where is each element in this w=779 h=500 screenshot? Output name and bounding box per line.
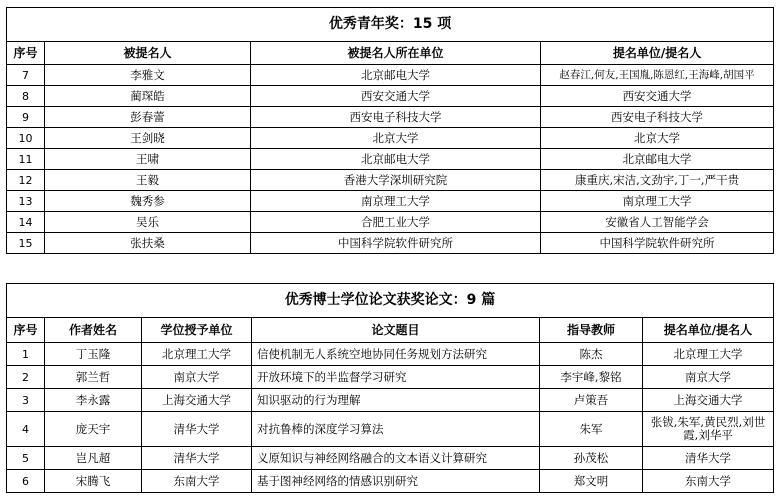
col-header-thesis-title: 论文题目	[252, 318, 540, 343]
table-row	[7, 412, 774, 447]
nominee-name: 王剑晓	[45, 128, 251, 149]
nominator: 南京理工大学	[541, 191, 774, 212]
col-header-nominator: 提名单位/提名人	[643, 318, 774, 343]
author-name: 岂凡超	[45, 447, 142, 470]
nominator: 上海交通大学	[643, 389, 774, 412]
nominator: 西安电子科技大学	[541, 107, 774, 128]
row-index: 12	[7, 170, 45, 191]
nominator: 西安交通大学	[541, 86, 774, 107]
author-name: 宋腾飞	[45, 470, 142, 493]
table-row	[7, 107, 774, 128]
table-row	[7, 389, 774, 412]
thesis-title: 开放环境下的半监督学习研究	[252, 366, 540, 389]
table-row	[7, 170, 774, 191]
nominator: 北京理工大学	[643, 343, 774, 366]
table-row	[7, 343, 774, 366]
col-header-advisor: 指导教师	[540, 318, 643, 343]
nominee-name: 魏秀参	[45, 191, 251, 212]
nominator: 北京邮电大学	[541, 149, 774, 170]
nominee-name: 蔺琛皓	[45, 86, 251, 107]
nominator: 东南大学	[643, 470, 774, 493]
nominee-unit: 香港大学深圳研究院	[251, 170, 541, 191]
advisor: 李宇峰,黎铭	[540, 366, 643, 389]
degree-unit: 清华大学	[142, 447, 252, 470]
nominator: 清华大学	[643, 447, 774, 470]
excellent-youth-award-table	[6, 7, 774, 254]
advisor: 陈杰	[540, 343, 643, 366]
nominee-unit: 北京邮电大学	[251, 149, 541, 170]
row-index: 3	[7, 389, 45, 412]
nominator: 赵春江,何友,王国胤,陈恩红,王海峰,胡国平	[541, 65, 774, 86]
degree-unit: 北京理工大学	[142, 343, 252, 366]
row-index: 5	[7, 447, 45, 470]
nominee-name: 王毅	[45, 170, 251, 191]
degree-unit: 南京大学	[142, 366, 252, 389]
table-row	[7, 86, 774, 107]
nominator: 张钹,朱军,黄民烈,刘世霞,刘华平	[643, 412, 774, 447]
nominee-unit: 西安交通大学	[251, 86, 541, 107]
table-row	[7, 149, 774, 170]
nominee-unit: 南京理工大学	[251, 191, 541, 212]
advisor: 朱军	[540, 412, 643, 447]
author-name: 李永露	[45, 389, 142, 412]
author-name: 丁玉隆	[45, 343, 142, 366]
advisor: 郑文明	[540, 470, 643, 493]
nominee-name: 彭春蕾	[45, 107, 251, 128]
degree-unit: 清华大学	[142, 412, 252, 447]
nominator: 康重庆,宋洁,文劲宇,丁一,严干贵	[541, 170, 774, 191]
col-header-author: 作者姓名	[45, 318, 142, 343]
col-header-index: 序号	[7, 318, 45, 343]
author-name: 庞天宇	[45, 412, 142, 447]
doctoral-thesis-award-table	[6, 283, 774, 493]
nominee-unit: 西安电子科技大学	[251, 107, 541, 128]
row-index: 9	[7, 107, 45, 128]
table-row	[7, 212, 774, 233]
nominee-name: 李雅文	[45, 65, 251, 86]
col-header-nominee: 被提名人	[45, 42, 251, 65]
col-header-index: 序号	[7, 42, 45, 65]
row-index: 14	[7, 212, 45, 233]
advisor: 卢策吾	[540, 389, 643, 412]
nominator: 安徽省人工智能学会	[541, 212, 774, 233]
col-header-degree-unit: 学位授予单位	[142, 318, 252, 343]
table-row	[7, 233, 774, 254]
row-index: 11	[7, 149, 45, 170]
nominee-name: 张扶桑	[45, 233, 251, 254]
table-title: 优秀青年奖：15 项	[7, 8, 774, 42]
thesis-title: 基于图神经网络的情感识别研究	[252, 470, 540, 493]
nominee-name: 吴乐	[45, 212, 251, 233]
table-row	[7, 447, 774, 470]
thesis-title: 对抗鲁棒的深度学习算法	[252, 412, 540, 447]
thesis-title: 信使机制无人系统空地协同任务规划方法研究	[252, 343, 540, 366]
advisor: 孙茂松	[540, 447, 643, 470]
table-title: 优秀博士学位论文获奖论文：9 篇	[7, 284, 774, 318]
row-index: 1	[7, 343, 45, 366]
table-row	[7, 65, 774, 86]
thesis-title: 义原知识与神经网络融合的文本语义计算研究	[252, 447, 540, 470]
table-row	[7, 470, 774, 493]
table-row	[7, 366, 774, 389]
nominee-name: 王啸	[45, 149, 251, 170]
thesis-title: 知识驱动的行为理解	[252, 389, 540, 412]
degree-unit: 上海交通大学	[142, 389, 252, 412]
nominee-unit: 中国科学院软件研究所	[251, 233, 541, 254]
nominee-unit: 北京邮电大学	[251, 65, 541, 86]
header-row	[7, 318, 774, 343]
nominee-unit: 合肥工业大学	[251, 212, 541, 233]
row-index: 6	[7, 470, 45, 493]
degree-unit: 东南大学	[142, 470, 252, 493]
table-row	[7, 128, 774, 149]
table-row	[7, 191, 774, 212]
row-index: 15	[7, 233, 45, 254]
nominee-unit: 北京大学	[251, 128, 541, 149]
row-index: 13	[7, 191, 45, 212]
row-index: 8	[7, 86, 45, 107]
row-index: 10	[7, 128, 45, 149]
col-header-nominator: 提名单位/提名人	[541, 42, 774, 65]
author-name: 郭兰哲	[45, 366, 142, 389]
row-index: 7	[7, 65, 45, 86]
row-index: 2	[7, 366, 45, 389]
header-row	[7, 42, 774, 65]
nominator: 中国科学院软件研究所	[541, 233, 774, 254]
row-index: 4	[7, 412, 45, 447]
col-header-nominee-unit: 被提名人所在单位	[251, 42, 541, 65]
nominator: 北京大学	[541, 128, 774, 149]
nominator: 南京大学	[643, 366, 774, 389]
